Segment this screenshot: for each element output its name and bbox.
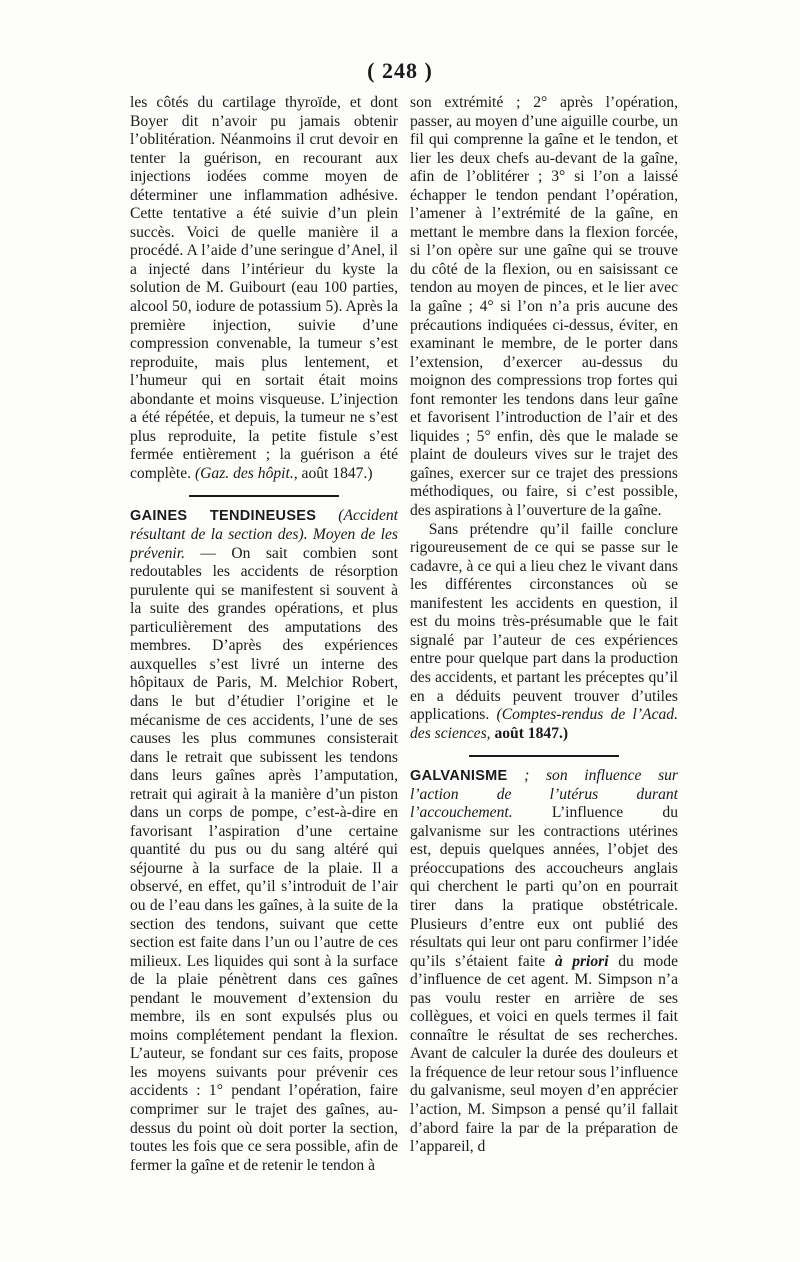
right-column bbox=[410, 94, 678, 1157]
section-divider bbox=[189, 495, 339, 497]
article-body-gaines: — On sait combien sont redoutables les accidents de résorption purulente qui se manifestent si souvent à la suite des grandes opérations, et plus particulièrement des amputations des membres. D’après des expériences auxquelles s’est livré un interne des hôpitaux de Paris, M. Melchior Robert, dans le but d’étudier l’origine et le mécanisme de ces accidents, l’une de ses causes les plus communes consisterait dans le retrait que subissent les tendons dans leurs gaînes après l’amputation, retrait qui agirait à la manière d’un piston dans un corps de pompe, c’est-à-dire en favorisant l’aspiration d’une certaine quantité du pus ou du sang altéré qui séjourne à la surface de la plaie. Il a observé, en effet, qu’il s’introduit de l’air ou de l’eau dans les gaînes, à la suite de la section des tendons, suivant que cette section est faite dans l’un ou l’autre de ces milieux. Les liquides qui sont à la surface de la plaie pénètrent dans ces gaînes pendant le mouvement d’extension du membre, ils en sont expulsés plus ou moins complétement pendant la flexion. L’auteur, se fondant sur ces faits, propose les moyens suivants pour prévenir ces accidents : 1° pendant l’opération, faire comprimer sur le trajet des gaînes, au-dessus du point où doit porter la section, toutes les fois que ce sera possible, afin de fermer la gaîne et de retenir le tendon à bbox=[130, 544, 398, 1174]
right-paragraph-2-date: août 1847.) bbox=[494, 724, 569, 742]
right-paragraph-2-citation: (Comptes-rendus de l’Acad. des sciences, bbox=[410, 706, 678, 742]
article-galvanisme bbox=[410, 767, 678, 1156]
left-paragraph-1-date: août 1847.) bbox=[301, 464, 373, 482]
article-subtitle-gaines: (Accident résultant de la section des). Moyen de les prévenir. bbox=[130, 507, 398, 562]
article-body-galvanisme: L’influence du galvanisme sur les contractions utérines est, depuis quelques années, l’objet des préoccupations des accoucheurs anglais qui cherchent le parti qu’on en pourrait tirer dans la pratique obstétricale. Plusieurs d’entre eux ont publié des résultats qui leur ont paru confirmer l’idée qu’ils s’étaient faite bbox=[410, 804, 678, 970]
right-paragraph-2-text: Sans prétendre qu’il faille conclure rigoureusement de ce qui se passe sur le cadavre, à ce qui a lieu chez le vivant dans les différentes circonstances où se manifestent les accidents en question, il est du moins très-présumable que le fait signalé par l’auteur de ces expériences entre pour quelque part dans la production des accidents, et partant les préceptes qu’il en a déduits peuvent trouver d’utiles applications. bbox=[410, 520, 678, 724]
right-paragraph-1: son extrémité ; 2° après l’opération, passer, au moyen d’une aiguille courbe, un fil qui comprenne la gaîne et le tendon, et lier les deux chefs au-devant de la gaîne, afin de l’oblitérer ; 3° si l’on a laissé échapper le tendon pendant l’opération, l’amener à l’extrémité de la gaîne, en mettant le membre dans la flexion forcée, si l’on opère sur une gaîne qui se trouve du côté de la flexion, ou en saisissant ce tendon au moyen de pinces, et le lier avec la gaîne ; 4° si l’on n’a pris aucune des précautions indiquées ci-dessus, éviter, en examinant le membre, de le porter dans l’extension, d’exercer au-dessus du moignon des compressions trop fortes qui font remonter les tendons dans leur gaîne et favorisent l’introduction de l’air et des liquides ; 5° enfin, dès que le malade se plaint de douleurs vives sur le trajet des gaînes, exercer sur ce trajet des pressions méthodiques, ou faire, si c’est possible, des aspirations à l’ouverture de la gaîne. bbox=[410, 94, 678, 520]
right-paragraph-2 bbox=[410, 521, 678, 744]
page-number: ( 248 ) bbox=[367, 58, 433, 83]
left-paragraph-1-text: les côtés du cartilage thyroïde, et dont Boyer dit n’avoir pu jamais obtenir l’oblitération. Néanmoins il crut devoir en tenter la guérison, en recourant aux injections iodées comme moyen de déterminer une inflammation adhésive. Cette tentative a été suivie d’un plein succès. Voici de quelle manière il a procédé. A l’aide d’une seringue d’Anel, il a injecté dans l’intérieur du kyste la solution de M. Guibourt (eau 100 parties, alcool 50, iodure de potassium 5). Après la première injection, suivie d’une compression convenable, la tumeur s’est reproduite, mais plus lentement, et l’humeur qui en sortait était moins abondante et moins visqueuse. L’injection a été répétée, et depuis, la tumeur ne s’est plus reproduite, la petite fistule s’est fermée entièrement ; la guérison a été complète. bbox=[130, 94, 398, 482]
article-title-gaines: GAINES TENDINEUSES bbox=[130, 508, 317, 525]
article-gaines-tendineuses bbox=[130, 507, 398, 1175]
article-body-galvanisme-italic: à priori bbox=[554, 952, 609, 970]
left-paragraph-1-citation: (Gaz. des hôpit., bbox=[194, 464, 298, 482]
article-subtitle-galvanisme: ; son influence sur l’action de l’utérus durant l’accouchement. bbox=[410, 767, 678, 822]
article-title-galvanisme: GALVANISME bbox=[410, 768, 508, 785]
section-divider-right bbox=[469, 755, 619, 757]
left-column bbox=[130, 94, 398, 1175]
left-paragraph-1 bbox=[130, 94, 398, 483]
article-body-galvanisme-end: du mode d’influence de cet agent. M. Simpson n’a pas voulu rester en arrière de ses collègues, et voici en quels termes il fait connaître le résultat de ses recherches. Avant de calculer la durée des douleurs et la fréquence de leur retour sous l’influence du galvanisme, seul moyen d’en apprécier l’action, M. Simpson a pensé qu’il fallait d’abord faire la par de la préparation de l’appareil, d bbox=[410, 952, 679, 1156]
